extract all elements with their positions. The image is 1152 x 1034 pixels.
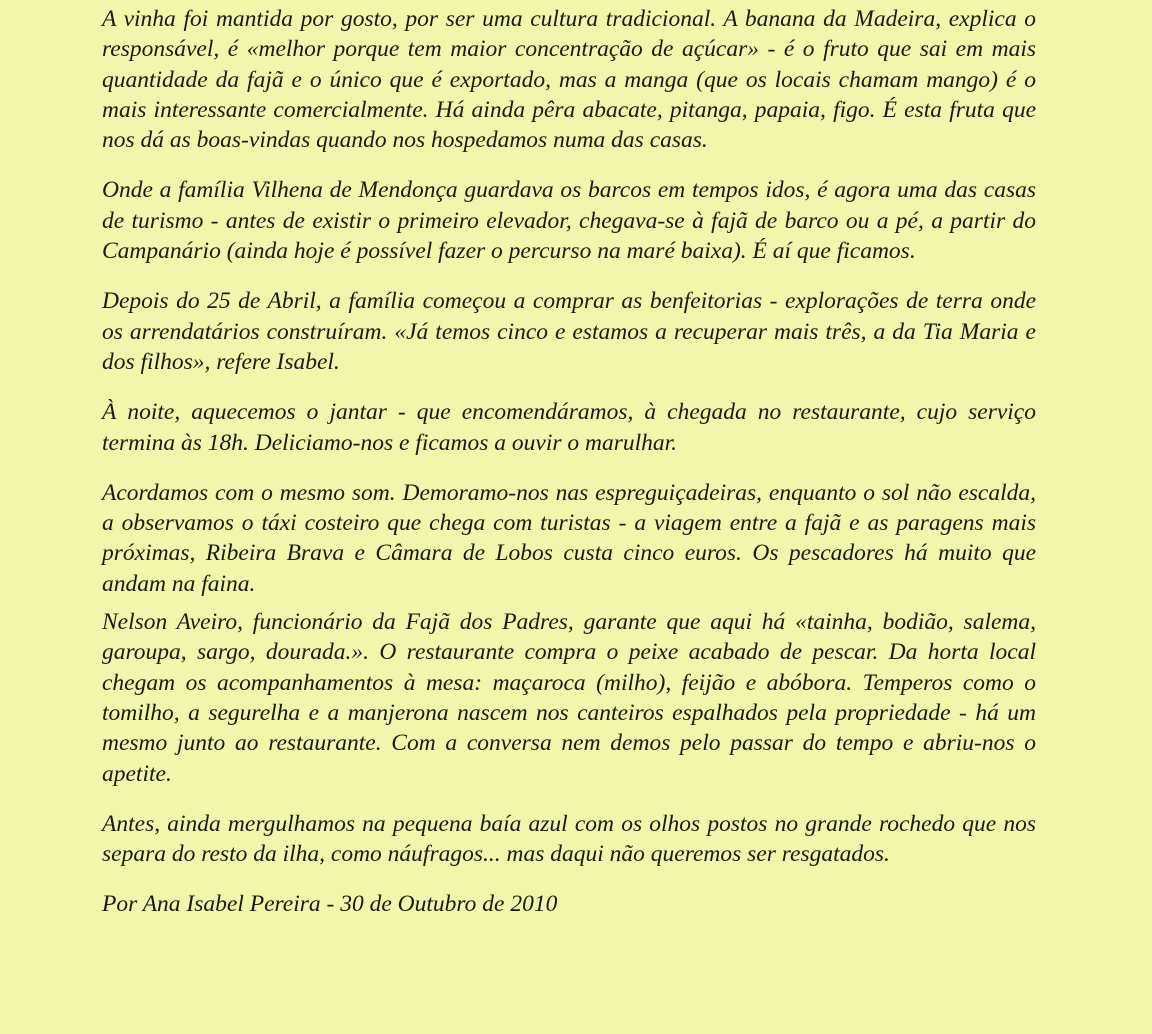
paragraph-restaurant: Nelson Aveiro, funcionário da Fajã dos Padres, garante que aqui há «tainha, bodião, salema, garoupa, sargo, dourada.». O restaurante compra o peixe acabado de pescar. Da horta local chegam os acompanhamentos à mesa: maçaroca (milho), feijão e abóbora. Temperos como o tomilho, a segurelha e a manjerona nascem nos canteiros espalhados pela propriedade - há um mesmo junto ao restaurante. Com a conversa nem demos pelo passar do tempo e abriu-nos o apetite.: [102, 609, 1036, 787]
byline: Por Ana Isabel Pereira - 30 de Outubro de 2010: [102, 891, 558, 918]
paragraph-dinner: À noite, aquecemos o jantar - que encomendáramos, à chegada no restaurante, cujo serviço termina às 18h. Deliciamo-nos e ficamos a ouvir o marulhar.: [102, 399, 1036, 456]
paragraph-morning: Acordamos com o mesmo som. Demoramo-nos nas espreguiçadeiras, enquanto o sol não escalda, a observamos o táxi costeiro que chega com turistas - a viagem entre a fajã e as paragens mais próximas, Ribeira Brava e Câmara de Lobos custa cinco euros. Os pescadores há muito que andam na faina.: [102, 479, 1036, 597]
paragraph-benfeitorias: Depois do 25 de Abril, a família começou a comprar as benfeitorias - explorações de terra onde os arrendatários construíram. «Já temos cinco e estamos a recuperar mais três, a da Tia Maria e dos filhos», refere Isabel.: [102, 288, 1036, 375]
article-body: [102, 4, 1036, 920]
paragraph-boat-house: Onde a família Vilhena de Mendonça guardava os barcos em tempos idos, é agora uma das casas de turismo - antes de existir o primeiro elevador, chegava-se à fajã de barco ou a pé, a partir do Campanário (ainda hoje é possível fazer o percurso na maré baixa). É aí que ficamos.: [102, 177, 1036, 265]
paragraph-fruit: A vinha foi mantida por gosto, por ser uma cultura tradicional. A banana da Madeira, explica o responsável, é «melhor porque tem maior concentração de açúcar» - é o fruto que sai em mais quantidade da fajã e o único que é exportado, mas a manga (que os locais chamam mango) é o mais interessante comercialmente. Há ainda pêra abacate, pitanga, papaia, figo. É esta fruta que nos dá as boas-vindas quando nos hospedamos numa das casas.: [102, 6, 1036, 154]
paragraph-swim: Antes, ainda mergulhamos na pequena baía azul com os olhos postos no grande rochedo que nos separa do resto da ilha, como náufragos... mas daqui não queremos ser resgatados.: [102, 810, 1036, 868]
